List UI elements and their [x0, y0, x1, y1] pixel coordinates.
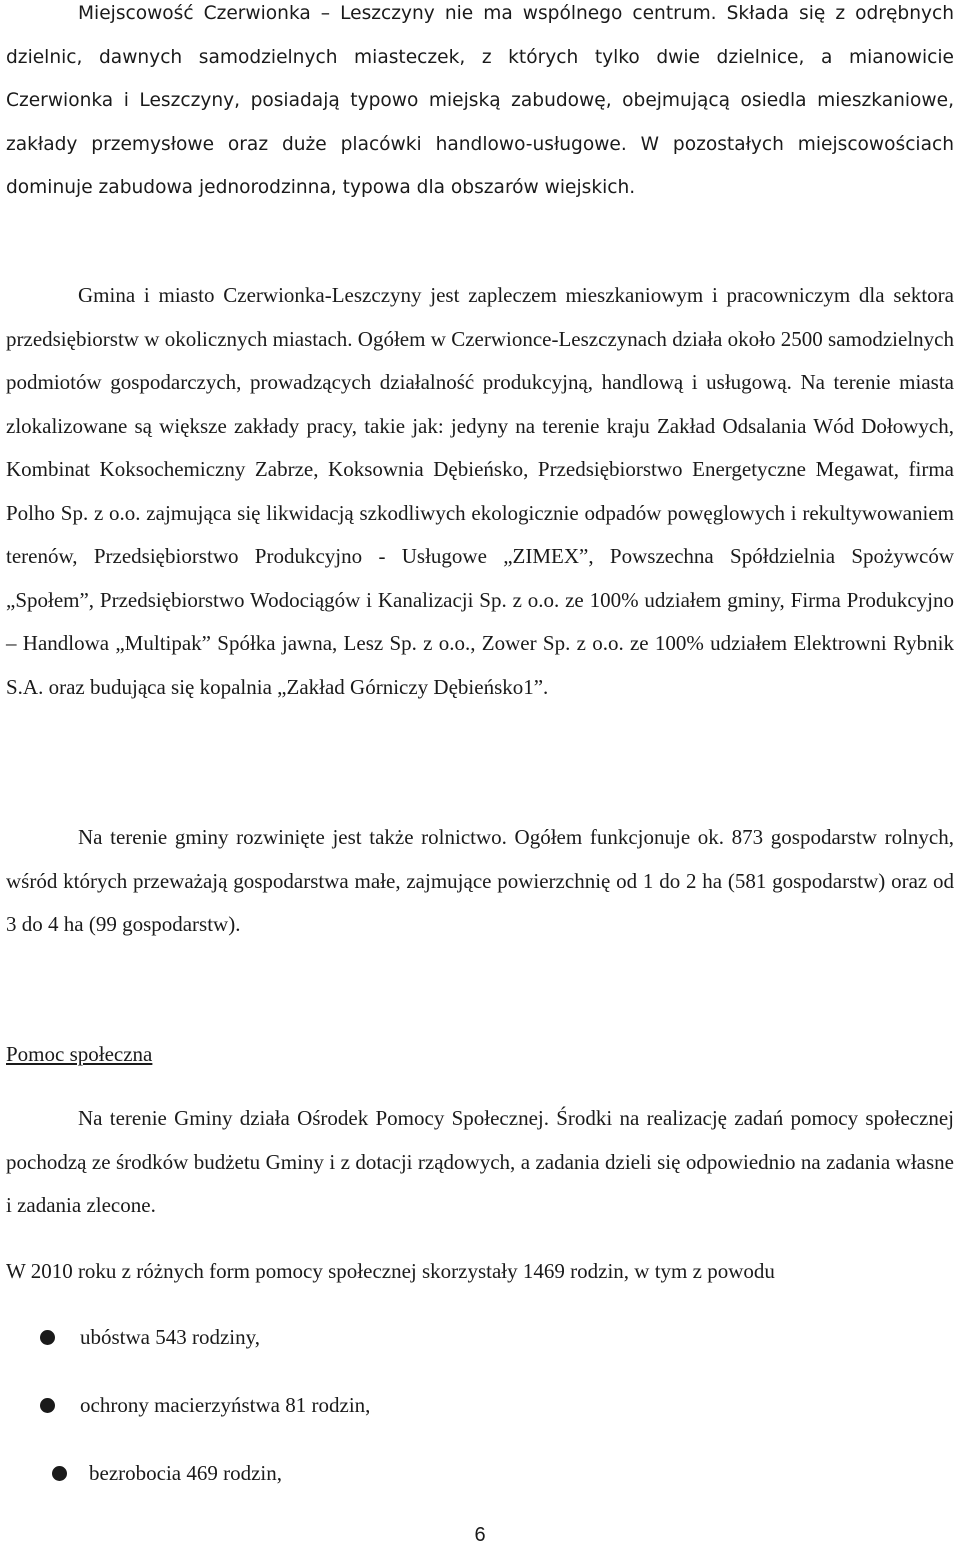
paragraph-agriculture: Na terenie gminy rozwinięte jest także rolnictwo. Ogółem funkcjonuje ok. 873 gospodarstw rolnych, wśród których przeważają gospodarstwa małe, zajmujące powierzchnię od 1 do 2 ha (581 gospodarstw) oraz od 3 do 4 ha (99 gospodarstw). — [6, 825, 954, 936]
paragraph-economy: Gmina i miasto Czerwionka-Leszczyny jest zapleczem mieszkaniowym i pracowniczym dla sektora przedsiębiorstw w okolicznych miastach. Ogółem w Czerwionce-Leszczynach działa około 2500 samodzielnych podmiotów gospodarczych, prowadzących działalność produkcyjną, handlową i usługową. Na terenie miasta zlokalizowane są większe zakłady pracy, takie jak: jedyny na terenie kraju Zakład Odsalania Wód Dołowych, Kombinat Koksochemiczny Zabrze, Koksownia Dębieńsko, Przedsiębiorstwo Energetyczne Megawat, firma Polho Sp. z o.o. zajmująca się likwidacją szkodliwych ekologicznie odpadów powęglowych i rekultywowaniem terenów, Przedsiębiorstwo Produkcyjno - Usługowe „ZIMEX”, Powszechna Spółdzielnia Spożywców „Społem”, Przedsiębiorstwo Wodociągów i Kanalizacji Sp. z o.o. ze 100% udziałem gminy, Firma Produkcyjno – Handlowa „Multipak” Spółka jawna, Lesz Sp. z o.o., Zower Sp. z o.o. ze 100% udziałem Elektrowni Rybnik S.A. oraz budująca się kopalnia „Zakład Górniczy Dębieńsko1”. — [6, 283, 954, 699]
bullet-icon — [40, 1330, 55, 1345]
list-item — [40, 1390, 370, 1420]
bullet-icon — [40, 1398, 55, 1413]
section-heading: Pomoc społeczna — [6, 1042, 153, 1066]
document-page — [6, 0, 954, 1545]
bullet-icon — [52, 1466, 67, 1481]
list-item-text: ubóstwa 543 rodziny, — [80, 1325, 261, 1349]
paragraph-social-welfare: Na terenie Gminy działa Ośrodek Pomocy Społecznej. Środki na realizację zadań pomocy społecznej pochodzą ze środków budżetu Gminy i z dotacji rządowych, a zadania dzieli się odpowiednio na zadania własne i zadania zlecone. — [6, 1106, 954, 1217]
list-item-text: bezrobocia 469 rodzin, — [89, 1461, 283, 1485]
list-item — [40, 1322, 260, 1352]
paragraph-welfare-statistics: W 2010 roku z różnych form pomocy społecznej skorzystały 1469 rodzin, w tym z powodu — [6, 1259, 775, 1283]
list-item-text: ochrony macierzyństwa 81 rodzin, — [80, 1393, 371, 1417]
page-number: 6 — [474, 1524, 486, 1546]
list-item — [52, 1458, 282, 1488]
paragraph-urban-structure: Miejscowość Czerwionka – Leszczyny nie ma wspólnego centrum. Składa się z odrębnych dzielnic, dawnych samodzielnych miasteczek, z których tylko dwie dzielnice, a mianowicie Czerwionka i Leszczyny, posiadają typowo miejską zabudowę, obejmującą osiedla mieszkaniowe, zakłady przemysłowe oraz duże placówki handlowo-usługowe. W pozostałych miejscowościach dominuje zabudowa jednorodzinna, typowa dla obszarów wiejskich. — [6, 3, 954, 198]
